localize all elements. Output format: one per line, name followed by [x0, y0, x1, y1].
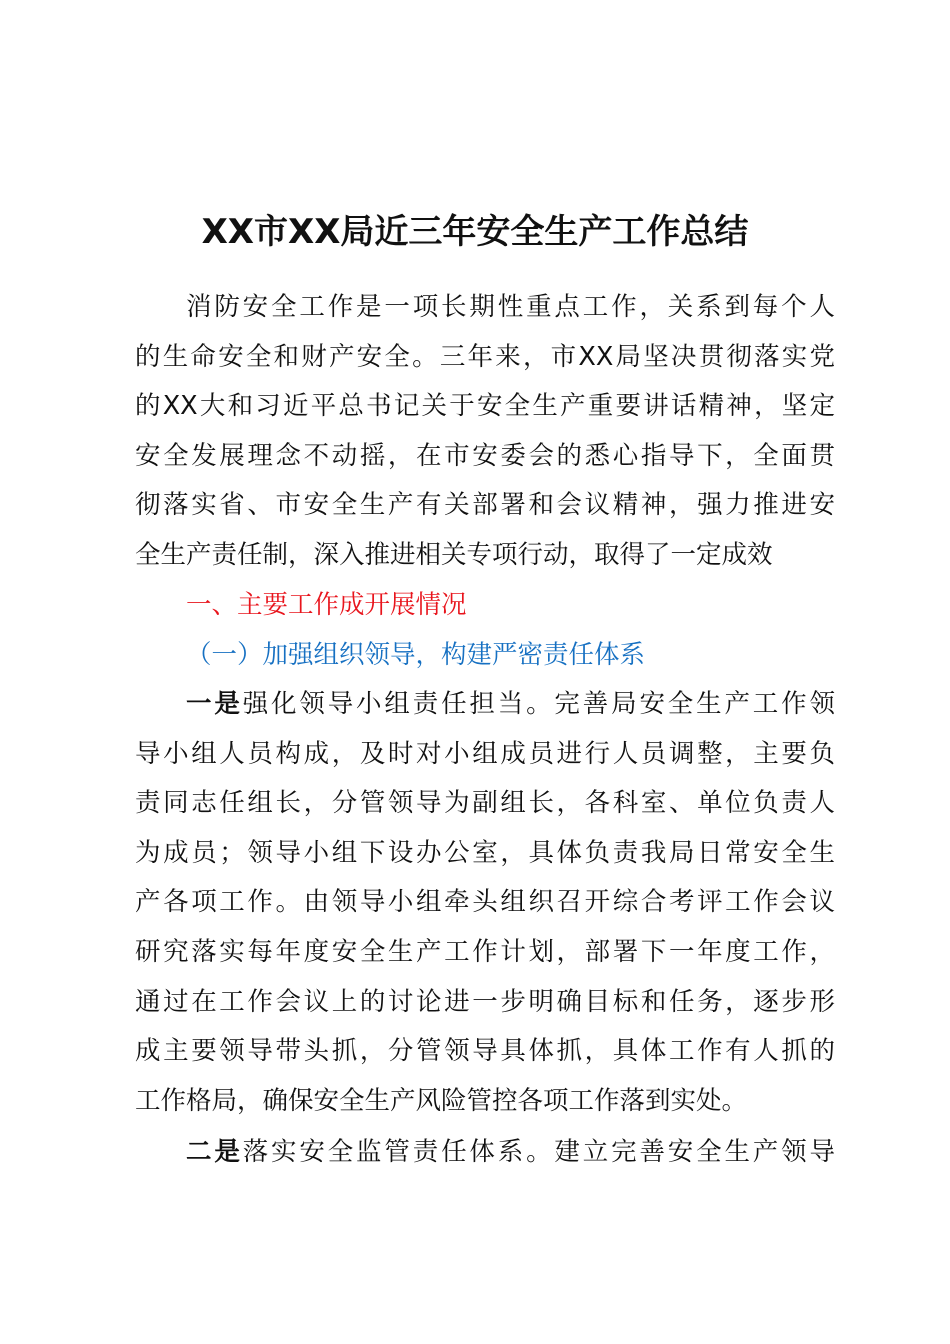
intro-line: 彻落实省、市安全生产有关部署和会议精神，强力推进安	[135, 490, 835, 521]
document-title: XX市XX局近三年安全生产工作总结	[201, 212, 749, 252]
paragraph-line: 导小组人员构成，及时对小组成员进行人员调整，主要负	[135, 738, 835, 769]
intro-line: 安全发展理念不动摇，在市安委会的悉心指导下，全面贯	[135, 440, 835, 471]
paragraph-first-line	[135, 1128, 835, 1178]
paragraph-first-line-text: 强化领导小组责任担当。完善局安全生产工作领	[242, 689, 835, 719]
paragraph-lead: 一是	[186, 689, 243, 719]
paragraph-line: 责同志任组长，分管领导为副组长，各科室、单位负责人	[135, 788, 835, 819]
paragraph-lead: 二是	[186, 1137, 243, 1167]
paragraph-two	[135, 1128, 835, 1178]
intro-paragraph	[135, 283, 835, 581]
paragraph-line: 产各项工作。由领导小组牵头组织召开综合考评工作会议	[135, 887, 835, 918]
intro-line: 全生产责任制，深入推进相关专项行动，取得了一定成效	[135, 539, 773, 570]
paragraph-line: 研究落实每年度安全生产工作计划，部署下一年度工作，	[135, 936, 835, 967]
section-heading-block	[135, 581, 835, 680]
paragraph-first-line-text: 落实安全监管责任体系。建立完善安全生产领导	[242, 1137, 835, 1167]
intro-line: 的XX大和习近平总书记关于安全生产重要讲话精神，坚定	[135, 391, 835, 422]
paragraph-one	[135, 680, 835, 1126]
section-heading: 一、主要工作成开展情况	[186, 590, 467, 620]
paragraph-first-line	[135, 680, 835, 730]
paragraph-line: 成主要领导带头抓，分管领导具体抓，具体工作有人抓的	[135, 1036, 835, 1067]
intro-line: 的生命安全和财产安全。三年来，市XX局坚决贯彻落实党	[135, 341, 835, 372]
paragraph-line: 为成员；领导小组下设办公室，具体负责我局日常安全生	[135, 837, 835, 868]
paragraph-line: 工作格局，确保安全生产风险管控各项工作落到实处。	[135, 1085, 748, 1116]
intro-line: 消防安全工作是一项长期性重点工作，关系到每个人	[186, 292, 835, 322]
paragraph-line: 通过在工作会议上的讨论进一步明确目标和任务，逐步形	[135, 986, 835, 1017]
subsection-heading: （一）加强组织领导，构建严密责任体系	[186, 639, 646, 670]
